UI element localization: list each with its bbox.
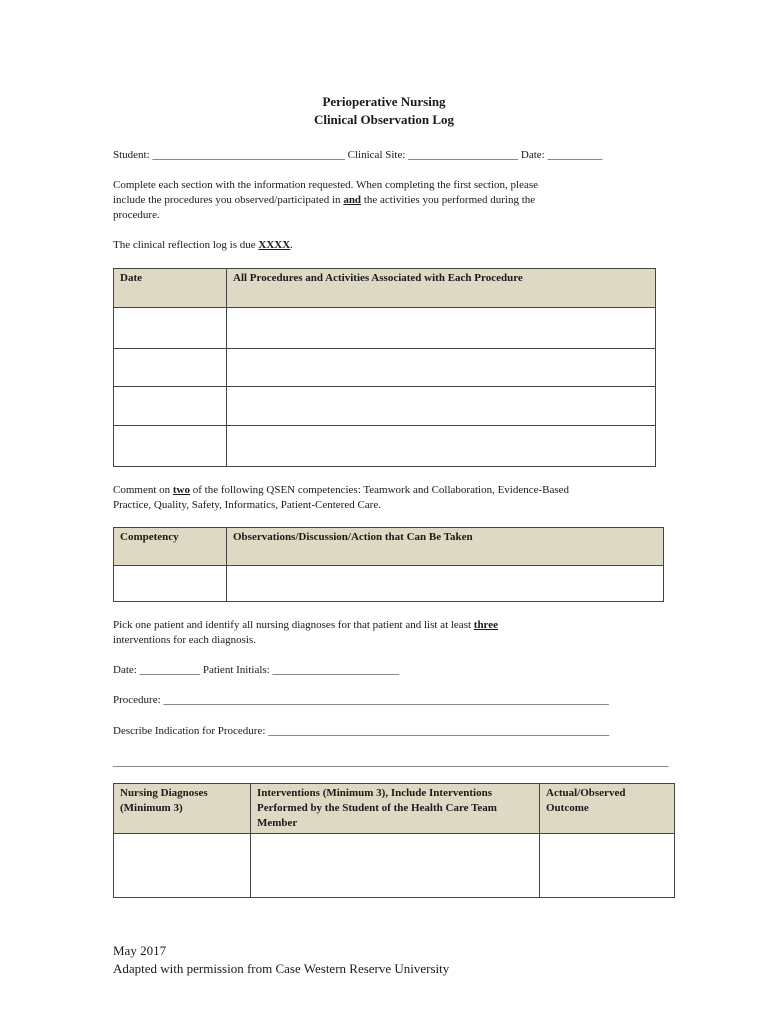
table-cell[interactable] bbox=[227, 308, 656, 349]
table-row bbox=[114, 349, 656, 387]
header-interventions: Interventions (Minimum 3), Include Interventions Performed by the Student of the Health Care Team Member bbox=[251, 784, 540, 834]
instructions-line-2 bbox=[113, 193, 535, 208]
indication-field[interactable]: Describe Indication for Procedure: ______________________________________________________________ bbox=[113, 725, 610, 737]
instructions-emphasis-and: and bbox=[343, 194, 362, 206]
qsen-line-1-start: Comment on bbox=[113, 484, 173, 496]
qsen-emphasis-two: two bbox=[172, 484, 190, 496]
table-cell[interactable] bbox=[227, 349, 656, 387]
header-date: Date bbox=[114, 269, 227, 308]
patient-line-1-start: Pick one patient and identify all nursing diagnoses for that patient and list at least bbox=[113, 619, 474, 631]
header-observations: Observations/Discussion/Action that Can Be Taken bbox=[227, 528, 664, 566]
table-cell[interactable] bbox=[114, 426, 227, 467]
table-row bbox=[114, 387, 656, 426]
due-date-period: . bbox=[290, 239, 293, 251]
nursing-diagnoses-table bbox=[113, 783, 675, 898]
indication-continuation-line[interactable]: _____________________________________________________________________________________________________ bbox=[113, 756, 669, 768]
qsen-line-1-end: of the following QSEN competencies: Teamwork and Collaboration, Evidence-Based bbox=[190, 484, 570, 496]
table-row bbox=[114, 834, 675, 898]
procedure-field[interactable]: Procedure: _________________________________________________________________________________ bbox=[113, 694, 609, 706]
instructions-line-2-start: include the procedures you observed/participated in bbox=[113, 194, 344, 206]
document-subtitle: Clinical Observation Log bbox=[313, 112, 455, 127]
document-title: Perioperative Nursing bbox=[322, 94, 446, 109]
table-row bbox=[114, 426, 656, 467]
footer-date: May 2017 bbox=[113, 943, 167, 958]
date-initials-field[interactable]: Date: ___________ Patient Initials: _______________________ bbox=[113, 664, 399, 676]
competency-table bbox=[113, 527, 664, 602]
table-cell[interactable] bbox=[227, 426, 656, 467]
due-date-line bbox=[113, 238, 293, 253]
due-date-value: XXXX bbox=[258, 239, 291, 251]
table-cell[interactable] bbox=[251, 834, 540, 898]
table-cell[interactable] bbox=[114, 387, 227, 426]
table-cell[interactable] bbox=[114, 834, 251, 898]
instructions-line-3: procedure. bbox=[113, 209, 160, 221]
due-date-text: The clinical reflection log is due bbox=[113, 239, 259, 251]
patient-emphasis-three: three bbox=[473, 619, 499, 631]
instructions-line-2-end: the activities you performed during the bbox=[361, 194, 536, 206]
table-row bbox=[114, 566, 664, 602]
qsen-line-2: Practice, Quality, Safety, Informatics, Patient-Centered Care. bbox=[113, 499, 381, 511]
header-procedures-activities: All Procedures and Activities Associated with Each Procedure bbox=[227, 269, 656, 308]
table-cell[interactable] bbox=[540, 834, 675, 898]
header-competency: Competency bbox=[114, 528, 227, 566]
table-cell[interactable] bbox=[114, 566, 227, 602]
instructions-line-1: Complete each section with the information requested. When completing the first section, please bbox=[113, 179, 539, 191]
patient-line-2: interventions for each diagnosis. bbox=[113, 634, 256, 646]
header-outcome: Actual/Observed Outcome bbox=[540, 784, 675, 834]
table-cell[interactable] bbox=[227, 387, 656, 426]
qsen-line-1 bbox=[113, 483, 569, 498]
student-site-date-line: Student: ___________________________________ Clinical Site: ____________________ Date: __________ bbox=[113, 149, 603, 161]
table-cell[interactable] bbox=[227, 566, 664, 602]
table-cell[interactable] bbox=[114, 308, 227, 349]
table-row bbox=[114, 308, 656, 349]
patient-line-1 bbox=[113, 618, 498, 633]
header-nursing-diagnoses: Nursing Diagnoses (Minimum 3) bbox=[114, 784, 251, 834]
footer-credit: Adapted with permission from Case Western Reserve University bbox=[113, 961, 450, 976]
table-cell[interactable] bbox=[114, 349, 227, 387]
procedures-table bbox=[113, 268, 656, 467]
